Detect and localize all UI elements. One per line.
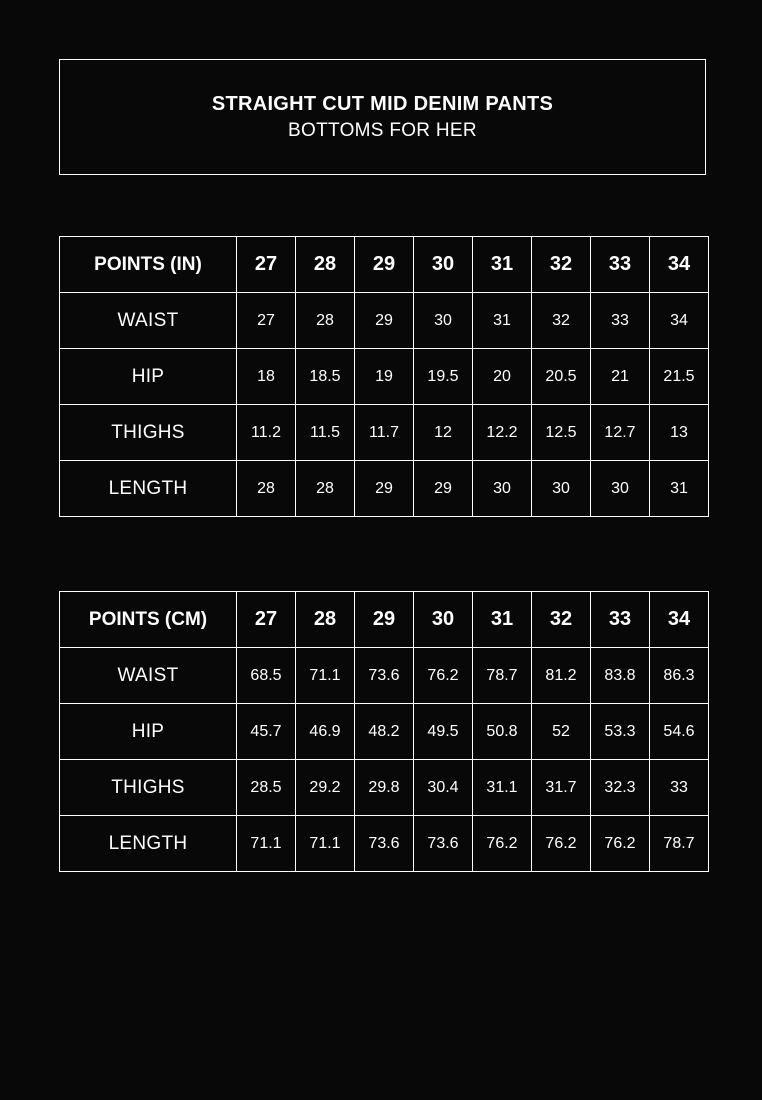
table-row <box>60 816 709 872</box>
table-cell: 33 <box>650 760 709 816</box>
table-cell: 31 <box>650 461 709 517</box>
table-cell: 19 <box>355 349 414 405</box>
table-cell: 12.7 <box>591 405 650 461</box>
table-cell: 12 <box>414 405 473 461</box>
size-header: 34 <box>650 592 709 648</box>
table-cell: 46.9 <box>296 704 355 760</box>
table-cell: 28 <box>237 461 296 517</box>
row-label-hip: HIP <box>60 704 237 760</box>
row-label-thighs: THIGHS <box>60 760 237 816</box>
table-cell: 28.5 <box>237 760 296 816</box>
row-label-length: LENGTH <box>60 461 237 517</box>
table-row <box>60 760 709 816</box>
size-header: 29 <box>355 592 414 648</box>
size-header: 28 <box>296 237 355 293</box>
table-cell: 11.7 <box>355 405 414 461</box>
table-cell: 73.6 <box>355 816 414 872</box>
size-header: 31 <box>473 592 532 648</box>
size-header: 32 <box>532 237 591 293</box>
table-cell: 32.3 <box>591 760 650 816</box>
table-cell: 21 <box>591 349 650 405</box>
size-header: 32 <box>532 592 591 648</box>
table-cell: 12.2 <box>473 405 532 461</box>
table-cell: 18.5 <box>296 349 355 405</box>
table-header-row <box>60 237 709 293</box>
title-box <box>59 59 706 175</box>
table-cell: 29 <box>355 293 414 349</box>
table-row <box>60 648 709 704</box>
table-cell: 21.5 <box>650 349 709 405</box>
table-cell: 20.5 <box>532 349 591 405</box>
row-label-waist: WAIST <box>60 293 237 349</box>
table-cell: 11.2 <box>237 405 296 461</box>
table-cell: 31 <box>473 293 532 349</box>
table-cell: 49.5 <box>414 704 473 760</box>
table-cell: 30 <box>414 293 473 349</box>
size-header: 27 <box>237 592 296 648</box>
table-cell: 34 <box>650 293 709 349</box>
table-cell: 78.7 <box>473 648 532 704</box>
table-cell: 19.5 <box>414 349 473 405</box>
table-cell: 76.2 <box>414 648 473 704</box>
size-header: 33 <box>591 237 650 293</box>
table-row <box>60 405 709 461</box>
table-cell: 73.6 <box>355 648 414 704</box>
table-cell: 30.4 <box>414 760 473 816</box>
table-cell: 11.5 <box>296 405 355 461</box>
table-row <box>60 704 709 760</box>
table-cell: 32 <box>532 293 591 349</box>
table-cell: 29.2 <box>296 760 355 816</box>
product-title: STRAIGHT CUT MID DENIM PANTS <box>211 93 554 115</box>
table-cell: 50.8 <box>473 704 532 760</box>
table-cell: 18 <box>237 349 296 405</box>
table-cell: 29 <box>355 461 414 517</box>
table-cell: 71.1 <box>296 648 355 704</box>
table-cell: 30 <box>532 461 591 517</box>
size-header: 29 <box>355 237 414 293</box>
size-header: 30 <box>414 592 473 648</box>
table-cell: 12.5 <box>532 405 591 461</box>
table-cell: 52 <box>532 704 591 760</box>
points-centimeters-header: POINTS (CM) <box>60 592 237 648</box>
size-header: 33 <box>591 592 650 648</box>
size-header: 28 <box>296 592 355 648</box>
table-row <box>60 461 709 517</box>
table-cell: 68.5 <box>237 648 296 704</box>
table-cell: 27 <box>237 293 296 349</box>
table-row <box>60 293 709 349</box>
row-label-thighs: THIGHS <box>60 405 237 461</box>
table-header-row <box>60 592 709 648</box>
size-header: 27 <box>237 237 296 293</box>
table-cell: 48.2 <box>355 704 414 760</box>
table-cell: 78.7 <box>650 816 709 872</box>
table-cell: 28 <box>296 293 355 349</box>
table-cell: 76.2 <box>591 816 650 872</box>
table-cell: 76.2 <box>532 816 591 872</box>
product-category: BOTTOMS FOR HER <box>288 120 477 141</box>
table-cell: 71.1 <box>296 816 355 872</box>
table-cell: 31.1 <box>473 760 532 816</box>
row-label-hip: HIP <box>60 349 237 405</box>
table-cell: 30 <box>591 461 650 517</box>
size-table-inches <box>59 236 709 517</box>
table-cell: 45.7 <box>237 704 296 760</box>
table-cell: 28 <box>296 461 355 517</box>
size-header: 34 <box>650 237 709 293</box>
table-cell: 13 <box>650 405 709 461</box>
table-cell: 53.3 <box>591 704 650 760</box>
table-cell: 73.6 <box>414 816 473 872</box>
table-cell: 86.3 <box>650 648 709 704</box>
row-label-waist: WAIST <box>60 648 237 704</box>
table-cell: 71.1 <box>237 816 296 872</box>
table-cell: 20 <box>473 349 532 405</box>
table-cell: 29.8 <box>355 760 414 816</box>
table-cell: 33 <box>591 293 650 349</box>
table-cell: 83.8 <box>591 648 650 704</box>
table-cell: 54.6 <box>650 704 709 760</box>
table-cell: 31.7 <box>532 760 591 816</box>
row-label-length: LENGTH <box>60 816 237 872</box>
size-header: 30 <box>414 237 473 293</box>
table-row <box>60 349 709 405</box>
table-cell: 30 <box>473 461 532 517</box>
points-inches-header: POINTS (IN) <box>60 237 237 293</box>
table-cell: 76.2 <box>473 816 532 872</box>
table-cell: 29 <box>414 461 473 517</box>
size-header: 31 <box>473 237 532 293</box>
size-table-centimeters <box>59 591 709 872</box>
table-cell: 81.2 <box>532 648 591 704</box>
